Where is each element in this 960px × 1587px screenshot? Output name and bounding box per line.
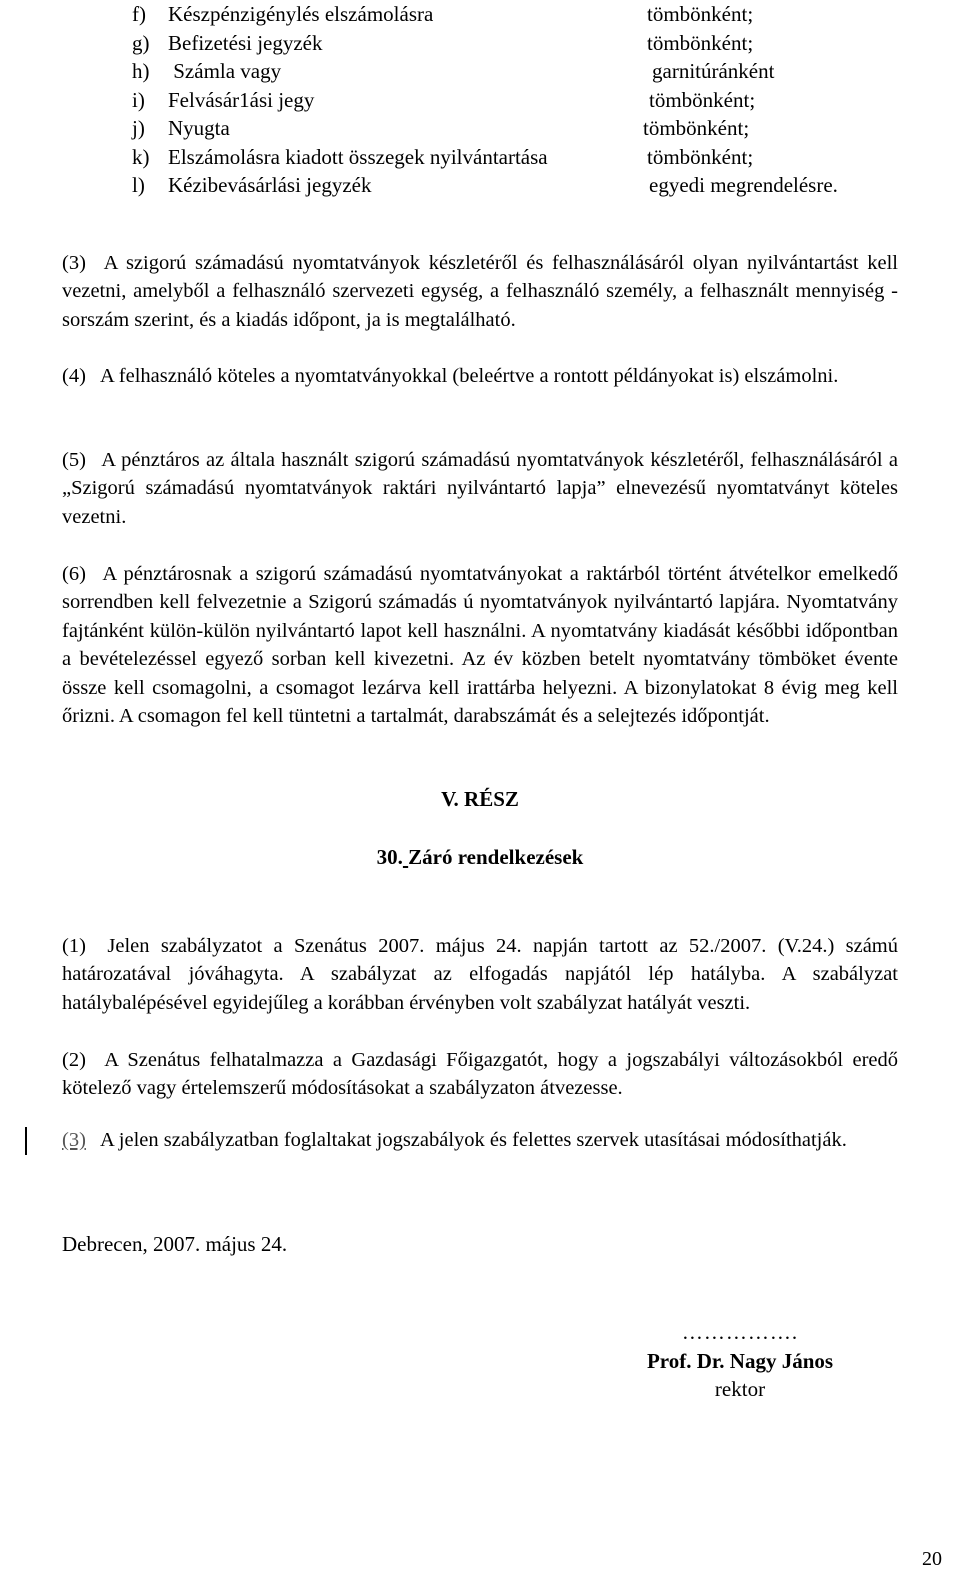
paragraph-text: A felhasználó köteles a nyomtatványokkal (beleértve a rontott példányokat is) elszámolni. bbox=[100, 365, 839, 387]
paragraph-number: (3) bbox=[62, 1129, 86, 1151]
paragraph-text: Jelen szabályzatot a Szenátus 2007. május 24. napján tartott az 52./2007. (V.24.) számú határozatával jóváhagyta. A szabályzat az elfogadás napjától lép hatályba. A szabályzat hatálybalépésével egyidejűleg a korábban érvényben volt szabályzat hatályát veszti. bbox=[62, 935, 899, 1014]
page-number: 20 bbox=[922, 1548, 942, 1570]
part-heading: V. RÉSZ bbox=[441, 787, 519, 811]
list-item bbox=[132, 57, 832, 86]
paragraph-number: (5) bbox=[62, 449, 86, 471]
section-title: Záró rendelkezések bbox=[408, 845, 584, 869]
closing-paragraph-1 bbox=[62, 932, 898, 1017]
list-item bbox=[132, 86, 832, 115]
paragraph-6 bbox=[62, 560, 898, 730]
list-item bbox=[132, 0, 832, 29]
place-date: Debrecen, 2007. május 24. bbox=[62, 1232, 288, 1256]
list-item-name: Készpénzigénylés elszámolásra bbox=[168, 2, 434, 26]
list-item-unit: tömbönként; bbox=[647, 2, 754, 26]
paragraph-text: A pénztáros az általa használt szigorú számadású nyomtatványok készletéről, felhasználásáról a „Szigorú számadású nyomtatványok raktári nyilvántartó lapja” elnevezésű nyomtatványt köteles vezetni. bbox=[62, 449, 898, 528]
signatory-title: rektor bbox=[714, 1377, 766, 1401]
list-item bbox=[132, 171, 838, 200]
paragraph-number: (2) bbox=[62, 1049, 86, 1071]
paragraph-3 bbox=[62, 249, 898, 334]
list-item-name: Felvásár1ási jegy bbox=[168, 87, 315, 112]
section-number: 30. bbox=[376, 845, 403, 869]
list-item-unit: tömbönként; bbox=[647, 30, 754, 55]
list-item-name: Nyugta bbox=[168, 116, 230, 140]
section-heading bbox=[0, 845, 960, 870]
list-marker: h) bbox=[132, 59, 150, 83]
list-marker: l) bbox=[132, 173, 145, 197]
list-marker: f) bbox=[132, 2, 146, 26]
list-item-unit: garnitúránként bbox=[652, 59, 775, 83]
revision-bar bbox=[25, 1127, 27, 1155]
paragraph-number: (6) bbox=[62, 563, 86, 585]
list-marker: j) bbox=[132, 116, 145, 140]
list-item-unit: tömbönként; bbox=[649, 87, 756, 112]
list-item-name: Elszámolásra kiadott összegek nyilvántartása bbox=[168, 144, 548, 169]
paragraph-text: A pénztárosnak a szigorú számadású nyomtatványokat a raktárból történt átvételkor emelkedő sorrendben kell felvezetnie a Szigorú számadás ú nyomtatványok nyilvántartó lapjára. Nyomtatvány fajtánként külön-külön nyilvántartó lapot kell használni. A nyomtatvány kiadását későbbi időpontban a bevételezéssel egyező sorban kell kivezetni. Az év közben betelt nyomtatvány tömböket évente össze kell csomagolni, a csomagot lezárva kell irattárba helyezni. A bizonylatokat 8 évig meg kell őrizni. A csomagon fel kell tüntetni a tartalmát, darabszámát és a selejtezés időpontját. bbox=[62, 563, 898, 728]
list-marker: k) bbox=[132, 144, 150, 169]
list-item bbox=[132, 114, 832, 143]
list-marker: i) bbox=[132, 87, 145, 112]
closing-paragraph-2 bbox=[62, 1046, 898, 1103]
paragraph-number: (1) bbox=[62, 935, 86, 957]
paragraph-text: A jelen szabályzatban foglaltakat jogszabályok és felettes szervek utasításai módosíthatják. bbox=[100, 1129, 847, 1151]
paragraph-text: A Szenátus felhatalmazza a Gazdasági Főigazgatót, hogy a jogszabályi változásokból eredő kötelező vagy értelemszerű módosításokat a szabályzaton átvezesse. bbox=[62, 1049, 899, 1100]
list-item bbox=[132, 29, 832, 58]
paragraph-number: (4) bbox=[62, 365, 86, 387]
signatory-name: Prof. Dr. Nagy János bbox=[646, 1349, 834, 1373]
list-item-unit: tömbönként; bbox=[643, 116, 750, 140]
paragraph-text: A szigorú számadású nyomtatványok készletéről és felhasználásáról olyan nyilvántartást kell vezetni, amelyből a felhasználó szervezeti egység, a felhasználó személy, a felhasznált mennyiség - sorszám szerint, és a kiadás időpont, ja is megtalálható. bbox=[62, 252, 898, 331]
signature-line: ……………. bbox=[681, 1320, 799, 1344]
list-item bbox=[132, 143, 832, 172]
closing-paragraph-3 bbox=[62, 1126, 898, 1154]
list-marker: g) bbox=[132, 30, 150, 55]
paragraph-5 bbox=[62, 446, 898, 531]
form-type-list bbox=[132, 0, 838, 200]
paragraph-4 bbox=[62, 362, 898, 390]
list-item-unit: tömbönként; bbox=[647, 144, 754, 169]
list-item-name: Számla vagy bbox=[168, 59, 282, 83]
list-item-unit: egyedi megrendelésre. bbox=[649, 173, 838, 197]
list-item-name: Befizetési jegyzék bbox=[168, 30, 323, 55]
paragraph-number: (3) bbox=[62, 252, 86, 274]
list-item-name: Kézibevásárlási jegyzék bbox=[168, 173, 372, 197]
